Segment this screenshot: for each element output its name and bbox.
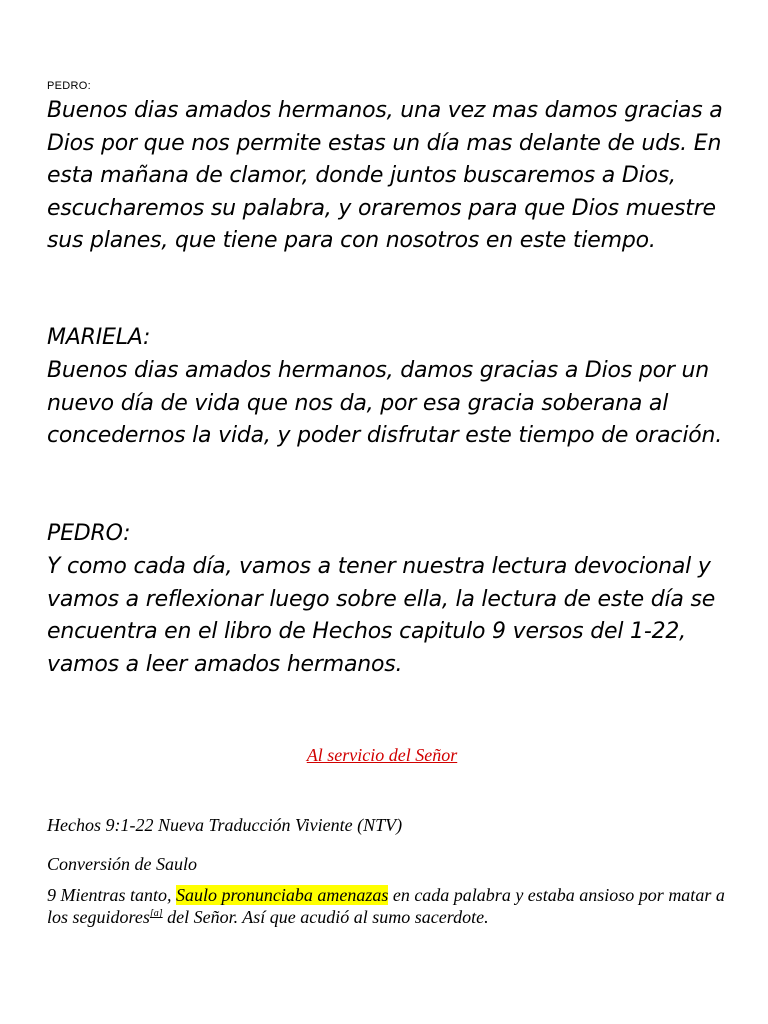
paragraph-pedro-reading-intro: Y como cada día, vamos a tener nuestra lectura devocional y vamos a reflexionar luego sobre ella, la lectura de este día se encuentra en el libro de Hechos capitulo 9 versos del 1-22, vamos a leer amados hermanos. <box>47 554 716 677</box>
paragraph-mariela-greeting: Buenos dias amados hermanos, damos gracias a Dios por un nuevo día de vida que nos da, por esa gracia soberana al concedernos la vida, y poder disfrutar este tiempo de oración. <box>47 358 723 448</box>
footnote-link[interactable]: [a] <box>149 908 163 919</box>
speaker-label-pedro: PEDRO: <box>47 80 91 92</box>
verse-end: del Señor. Así que acudió al sumo sacerdote. <box>162 907 489 927</box>
verse-intro: 9 Mientras tanto, <box>47 885 176 905</box>
reading-title-link[interactable]: Al servicio del Señor <box>306 745 458 765</box>
speaker-label-mariela: MARIELA: <box>47 325 151 350</box>
verse-text <box>47 884 727 928</box>
verse-middle: en cada palabra y estaba ansioso por matar a los seguidores <box>47 885 725 927</box>
speaker-label-pedro-2: PEDRO: <box>47 521 131 546</box>
bible-reference: Hechos 9:1-22 Nueva Traducción Viviente (NTV) <box>47 815 403 835</box>
highlighted-phrase: Saulo pronunciaba amenazas <box>176 885 389 905</box>
passage-heading: Conversión de Saulo <box>47 854 197 874</box>
paragraph-pedro-greeting: Buenos dias amados hermanos, una vez mas damos gracias a Dios por que nos permite estas un día mas delante de uds. En esta mañana de clamor, donde juntos buscaremos a Dios, escucharemos su palabra, y oraremos para que Dios muestre sus planes, que tiene para con nosotros en este tiempo. <box>47 98 723 253</box>
